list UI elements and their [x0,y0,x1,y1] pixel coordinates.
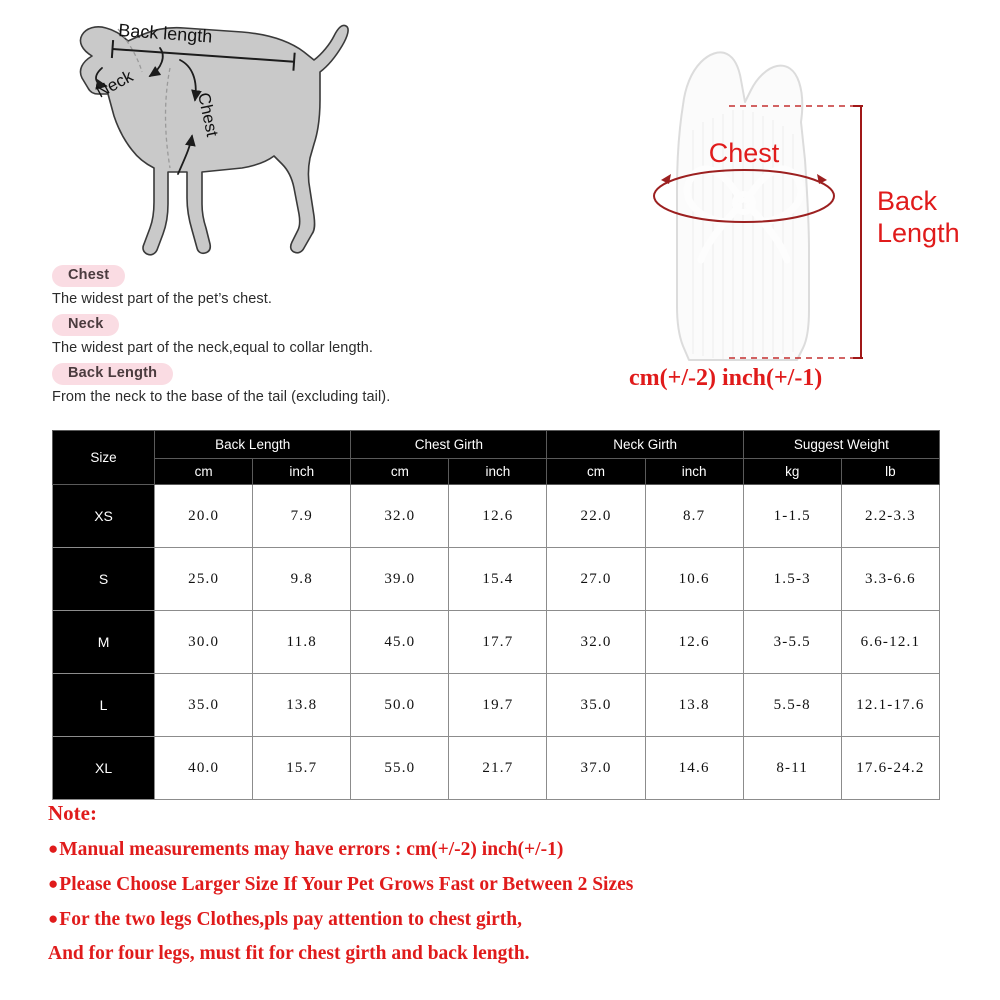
cell-value: 39.0 [351,548,449,611]
cell-value: 3.3-6.6 [841,548,939,611]
legend-item [52,265,512,308]
header-unit-back-length-inch: inch [253,459,351,485]
cell-value: 27.0 [547,548,645,611]
cell-value: 21.7 [449,737,547,800]
cell-value: 3-5.5 [743,611,841,674]
cell-value: 5.5-8 [743,674,841,737]
table-header-groups [53,431,940,459]
note-text: For the two legs Clothes,pls pay attention to chest girth, [59,909,523,930]
header-unit-chest-cm: cm [351,459,449,485]
cell-value: 10.6 [645,548,743,611]
cell-value: 6.6-12.1 [841,611,939,674]
table-row [53,611,940,674]
cell-value: 19.7 [449,674,547,737]
cell-value: 2.2-3.3 [841,485,939,548]
table-row [53,674,940,737]
cell-value: 15.7 [253,737,351,800]
cell-value: 12.6 [449,485,547,548]
back-length-bracket [853,106,863,358]
legend-item [52,363,512,406]
cell-value: 37.0 [547,737,645,800]
dog-chest-label: Chest [194,90,222,139]
row-size-label: M [53,611,155,674]
header-unit-weight-lb: lb [841,459,939,485]
legend-item [52,314,512,357]
garment-back-length-label-line2: Length [877,218,960,248]
note-line [48,867,948,902]
cell-value: 8.7 [645,485,743,548]
cell-value: 35.0 [155,674,253,737]
row-size-label: S [53,548,155,611]
header-unit-neck-inch: inch [645,459,743,485]
cell-value: 8-11 [743,737,841,800]
note-bullet-icon: ● [48,874,59,893]
dog-silhouette [80,25,348,254]
cell-value: 11.8 [253,611,351,674]
header-group-suggest-weight: Suggest Weight [743,431,939,459]
row-size-label: L [53,674,155,737]
table-row [53,548,940,611]
table-header-units [53,459,940,485]
legend-badge-chest: Chest [52,265,125,287]
legend-desc-neck: The widest part of the neck,equal to collar length. [52,340,374,356]
note-bullet-icon: ● [48,909,59,928]
cell-value: 1-1.5 [743,485,841,548]
cell-value: 15.4 [449,548,547,611]
cell-value: 12.6 [645,611,743,674]
cell-value: 40.0 [155,737,253,800]
measurement-legend [52,265,512,412]
legend-desc-back-length: From the neck to the base of the tail (excluding tail). [52,389,391,405]
header-unit-back-length-cm: cm [155,459,253,485]
table-row [53,737,940,800]
row-size-label: XL [53,737,155,800]
chest-arrow-left [661,174,671,184]
legend-badge-back-length: Back Length [52,363,173,385]
dog-back-length-label: Back length [117,20,213,47]
header-group-chest-girth: Chest Girth [351,431,547,459]
note-text: Manual measurements may have errors : cm(+/-2) inch(+/-1) [59,839,564,860]
legend-desc-chest: The widest part of the pet’s chest. [52,291,273,307]
cell-value: 1.5-3 [743,548,841,611]
cell-value: 30.0 [155,611,253,674]
cell-value: 14.6 [645,737,743,800]
size-chart-table [52,430,940,800]
dog-neck-label: Neck [92,66,137,102]
chest-arrow-right [817,174,827,184]
cell-value: 32.0 [547,611,645,674]
note-text: Please Choose Larger Size If Your Pet Grows Fast or Between 2 Sizes [59,874,634,895]
header-unit-neck-cm: cm [547,459,645,485]
cell-value: 55.0 [351,737,449,800]
row-size-label: XS [53,485,155,548]
header-group-neck-girth: Neck Girth [547,431,743,459]
note-line [48,902,948,937]
notes-section [48,798,948,971]
cell-value: 7.9 [253,485,351,548]
cell-value: 35.0 [547,674,645,737]
cell-value: 20.0 [155,485,253,548]
garment-chest-label: Chest [708,138,780,168]
table-row [53,485,940,548]
garment-measurement-diagram [615,10,990,400]
notes-title: Note: [48,801,97,825]
header-unit-chest-inch: inch [449,459,547,485]
note-final-line: And for four legs, must fit for chest girth and back length. [48,943,530,964]
cell-value: 13.8 [645,674,743,737]
header-size: Size [53,431,155,485]
cell-value: 22.0 [547,485,645,548]
note-bullet-icon: ● [48,839,59,858]
dog-measurement-diagram [52,8,392,260]
garment-back-length-label-line1: Back [877,186,938,216]
header-unit-weight-kg: kg [743,459,841,485]
cell-value: 25.0 [155,548,253,611]
note-line [48,832,948,867]
cell-value: 13.8 [253,674,351,737]
cell-value: 50.0 [351,674,449,737]
tolerance-note: cm(+/-2) inch(+/-1) [629,365,823,391]
cell-value: 45.0 [351,611,449,674]
header-group-back-length: Back Length [155,431,351,459]
cell-value: 12.1-17.6 [841,674,939,737]
cell-value: 9.8 [253,548,351,611]
cell-value: 17.6-24.2 [841,737,939,800]
cell-value: 17.7 [449,611,547,674]
cell-value: 32.0 [351,485,449,548]
legend-badge-neck: Neck [52,314,119,336]
